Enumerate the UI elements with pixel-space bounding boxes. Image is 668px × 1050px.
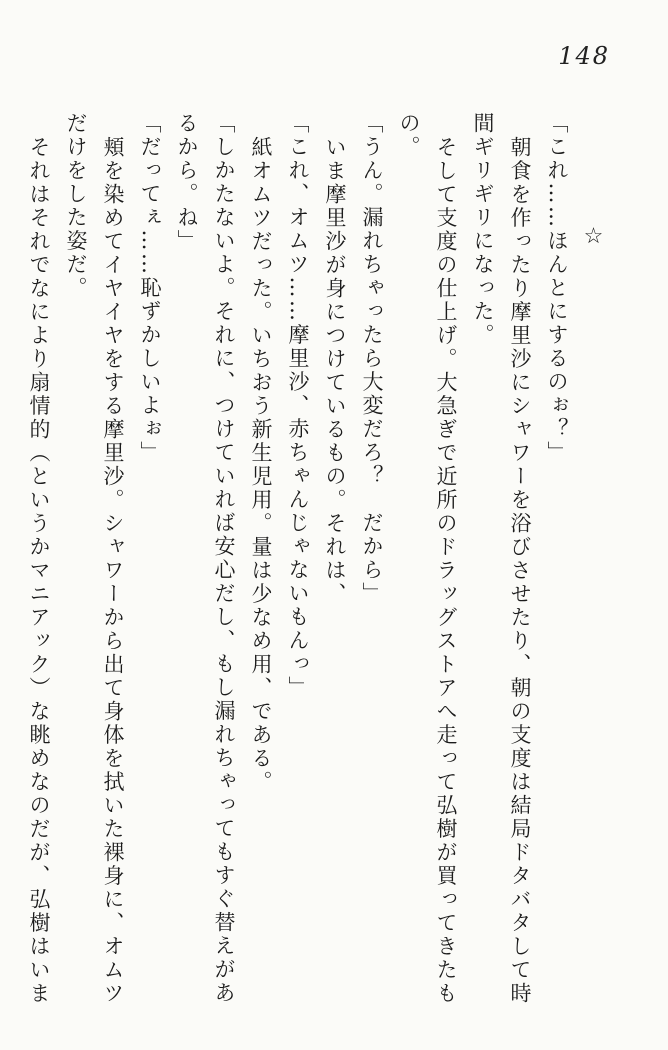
text-column: 「だってぇ……恥ずかしいよぉ」 — [138, 112, 162, 465]
text-columns — [20, 112, 612, 1008]
text-column: 朝食を作ったり摩里沙にシャワーを浴びさせたり、朝の支度は結局ドタバタして時 — [508, 135, 532, 1005]
section-divider-star: ☆ — [581, 224, 606, 252]
text-column: 「しかたないよ。それに、つけていれば安心だし、もし漏れちゃってもすぐ替えがあ — [212, 112, 236, 1005]
text-column: の。 — [397, 112, 421, 159]
text-column: 「これ、オムツ……摩里沙、赤ちゃんじゃないもんっ」 — [286, 112, 310, 700]
text-column: それはそれでなにより扇情的（というかマニアック）な眺めなのだが、弘樹はいま — [27, 135, 51, 1005]
text-column: 「これ……ほんとにするのぉ？」 — [545, 112, 569, 465]
text-column: 間ギリギリになった。 — [471, 112, 495, 347]
text-column: 頬を染めてイヤイヤをする摩里沙。シャワーから出て身体を拭いた裸身に、オムツ — [101, 135, 125, 1005]
text-column: いま摩里沙が身につけているもの。それは、 — [323, 135, 347, 606]
text-column: 紙オムツだった。いちおう新生児用。量は少なめ用、である。 — [249, 135, 273, 794]
text-column: るから。ね」 — [175, 112, 199, 253]
text-column: だけをした姿だ。 — [64, 112, 88, 300]
text-column: 「うん。漏れちゃったら大変だろ？ だから」 — [360, 112, 384, 606]
text-column: そして支度の仕上げ。大急ぎで近所のドラッグストアへ走って弘樹が買ってきたも — [434, 135, 458, 1005]
page-number: 148 — [558, 42, 610, 70]
